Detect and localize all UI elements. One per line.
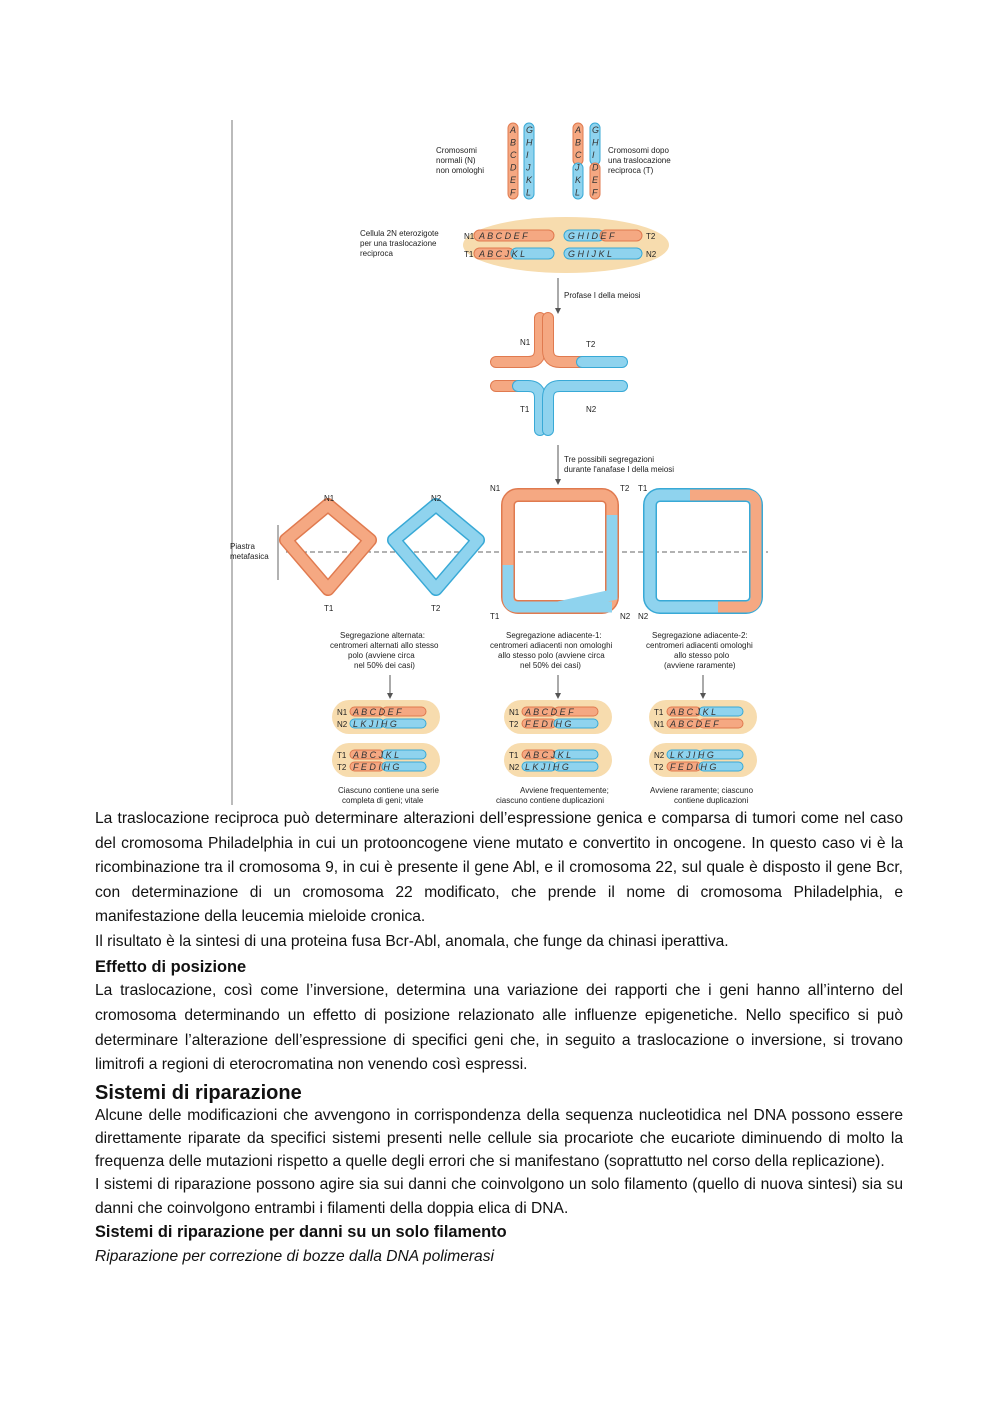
transloc-left-gene: B <box>575 137 582 148</box>
result-cells <box>332 700 757 777</box>
result-arrows <box>390 675 703 695</box>
plate-label-line1: Piastra <box>230 542 255 551</box>
transloc-right-gene: E <box>592 175 599 185</box>
transloc-right-gene: F <box>592 187 598 198</box>
adjacent1-result-tag: T1 <box>509 751 519 760</box>
cell-row2-left-tag: T1 <box>464 250 474 259</box>
adj1-seg-line4: nel 50% dei casi) <box>520 661 581 670</box>
alt-seg-line4: nel 50% dei casi) <box>354 661 415 670</box>
adj2-seg-line4: (avviene raramente) <box>664 661 736 670</box>
adjacent2-result-genes: A B C D E F <box>670 719 719 729</box>
cross-tag-t2: T2 <box>586 340 596 349</box>
translocation-figure <box>228 115 773 810</box>
cross-tag-t1: T1 <box>520 405 530 414</box>
adj1-tag-n1: N1 <box>490 484 501 493</box>
adjacent1-result-genes: F E D I H G <box>525 719 572 729</box>
cell-label-line2: per una traslocazione <box>360 239 437 248</box>
normal-label-line2: normali (N) <box>436 156 476 165</box>
transloc-left-gene: K <box>575 175 582 185</box>
transloc-right-gene: D <box>592 162 599 173</box>
alt-tag-n1: N1 <box>324 494 335 503</box>
adj2-tag-n2: N2 <box>638 612 649 621</box>
adjacent2-result-genes: A B C J K L <box>670 707 717 717</box>
adjacent1-result-genes: A B C J K L <box>525 750 572 760</box>
normal-orange-gene: F <box>510 187 516 198</box>
adjacent1-result-genes: L K J I H G <box>525 762 569 772</box>
pachytene-cross <box>496 318 622 430</box>
subheading-proofreading: Riparazione per correzione di bozze dalla DNA polimerasi <box>95 1247 494 1265</box>
adjacent2-result-genes: F E D I H G <box>670 762 717 772</box>
cell-row2-right-genes: G H I J K L <box>568 249 613 259</box>
adj1-tag-t1: T1 <box>490 612 500 621</box>
normal-blue-gene: H <box>526 137 533 148</box>
adj2-seg-line3: allo stesso polo <box>674 651 730 660</box>
alt-tag-t2: T2 <box>431 604 441 613</box>
adj1-tag-t2: T2 <box>620 484 630 493</box>
normal-orange-gene: E <box>510 175 517 185</box>
plate-label-line2: metafasica <box>230 552 269 561</box>
body-text <box>95 807 903 1269</box>
normal-label-line1: Cromosomi <box>436 146 477 155</box>
adj1-seg-line2: centromeri adiacenti non omologhi <box>490 641 613 650</box>
adjacent2-result-genes: L K J I H G <box>670 750 714 760</box>
transloc-label-line1: Cromosomi dopo <box>608 146 669 155</box>
translocation-diagram <box>228 115 773 810</box>
alt-seg-line2: centromeri alternati allo stesso <box>330 641 439 650</box>
cell-row1-left-genes: A B C D E F <box>479 231 528 241</box>
three-seg-label-line1: Tre possibili segregazioni <box>564 455 654 464</box>
heading-position-effect: Effetto di posizione <box>95 957 247 976</box>
alternate-result-genes: F E D I H G <box>353 762 400 772</box>
alternate-result-genes: A B C D E F <box>353 707 402 717</box>
normal-orange-gene: B <box>510 137 517 148</box>
paragraph-repair-scope: I sistemi di riparazione possono agire sia sui danni che coinvolgono un solo filamento (quello di nuova sintesi) sia su danni che coinvolgono entrambi i filamenti della doppia elica di DNA. <box>95 1176 903 1217</box>
transloc-left-gene: A <box>575 125 582 135</box>
adj2-caption-line1: Avviene raramente; ciascuno <box>650 786 754 795</box>
cell-row1-right-genes: G H I D E F <box>568 231 615 241</box>
cell-row1-right-tag: T2 <box>646 232 656 241</box>
cell-row1-left-tag: N1 <box>464 232 475 241</box>
adjacent2-result-tag: N2 <box>654 751 665 760</box>
paragraph-repair-intro: Alcune delle modificazioni che avvengono in corrispondenza della sequenza nucleotidica nel DNA possono essere direttamente riparate da specifici sistemi presenti nelle cellule sia procariote che eucariote diminuendo di molto la frequenza delle mutazioni rispetto a quelle degli errori che si manifestano (soprattutto nel corso della replicazione). <box>95 1106 903 1171</box>
paragraph-philadelphia: La traslocazione reciproca può determinare alterazioni dell’espressione genica e comparsa di tumori come nel caso del cromosoma Philadelphia in cui un protooncogene viene mutato e convertito in oncogene. In questo caso vi è la ricombinazione tra il cromosoma 9, in cui è presente il gene Abl, e il cromosoma 22, sul quale è disposto il gene Bcr, con determinazione di un cromosoma 22 modificato, che prende il nome di cromosoma Philadelphia, e manifestazione della leucemia mieloide cronica. <box>95 810 903 926</box>
adj1-caption-line2: ciascuno contiene duplicazioni <box>496 796 605 805</box>
alternate-result-tag: N2 <box>337 720 348 729</box>
adjacent1-result-genes: A B C D E F <box>525 707 574 717</box>
cell-label-line1: Cellula 2N eterozigote <box>360 229 439 238</box>
adj2-tag-t1: T1 <box>638 484 648 493</box>
cross-tag-n1: N1 <box>520 338 531 347</box>
alternate-result-tag: T1 <box>337 751 347 760</box>
transloc-left-gene: L <box>575 187 581 198</box>
cross-tag-n2: N2 <box>586 405 597 414</box>
adjacent2-result-tag: N1 <box>654 720 665 729</box>
prophase-label: Profase I della meiosi <box>564 291 641 300</box>
normal-blue-gene: K <box>526 175 533 185</box>
alt-seg-line3: polo (avviene circa <box>348 651 415 660</box>
normal-label-line3: non omologhi <box>436 166 485 175</box>
alternate-result-genes: L K J I H G <box>353 719 397 729</box>
adj1-seg-line3: allo stesso polo (avviene circa <box>498 651 605 660</box>
three-seg-label-line2: durante l'anafase I della meiosi <box>564 465 675 474</box>
paragraph-position-effect: La traslocazione, così come l’inversione, determina una variazione dei rapporti che i geni hanno all’interno del cromosoma determinando un effetto di posizione relazionato alle influenze epigenetiche. Nello specifico si può determinare l’alterazione dell’espressione di specifici geni che, in seguito a traslocazione o inversione, si trovano limitrofi a regioni di eterocromatina non venendo così espressi. <box>95 982 903 1074</box>
adj2-caption-line2: contiene duplicazioni <box>674 796 749 805</box>
transloc-label-line2: una traslocazione <box>608 156 671 165</box>
normal-blue-gene: I <box>526 150 529 160</box>
cell-row2-left-genes: A B C J K L <box>479 249 526 259</box>
normal-orange-gene: A <box>510 125 517 135</box>
transloc-right-gene: G <box>592 125 600 135</box>
adjacent1-result-tag: T2 <box>509 720 519 729</box>
adjacent2-result-tag: T1 <box>654 708 664 717</box>
alt-tag-t1: T1 <box>324 604 334 613</box>
heading-single-strand: Sistemi di riparazione per danni su un solo filamento <box>95 1222 507 1241</box>
alt-seg-line1: Segregazione alternata: <box>340 631 425 640</box>
alt-caption-line1: Ciascuno contiene una serie <box>338 786 439 795</box>
normal-blue-gene: L <box>526 187 532 198</box>
alternate-result-tag: T2 <box>337 763 347 772</box>
adj2-seg-line2: centromeri adiacenti omologhi <box>646 641 753 650</box>
adjacent2-result-tag: T2 <box>654 763 664 772</box>
adjacent1-result-tag: N2 <box>509 763 520 772</box>
adj2-seg-line1: Segregazione adiacente-2: <box>652 631 748 640</box>
adjacent1-result-tag: N1 <box>509 708 520 717</box>
transloc-label-line3: reciproca (T) <box>608 166 654 175</box>
alternate-result-tag: N1 <box>337 708 348 717</box>
adj1-seg-line1: Segregazione adiacente-1: <box>506 631 602 640</box>
transloc-right-gene: H <box>592 137 599 148</box>
alternate-result-genes: A B C J K L <box>353 750 400 760</box>
normal-blue-gene: G <box>526 125 534 135</box>
transloc-left-gene: J <box>575 162 580 173</box>
transloc-left-gene: C <box>575 150 582 160</box>
cell-row2-right-tag: N2 <box>646 250 657 259</box>
alt-tag-n2: N2 <box>431 494 442 503</box>
adj1-caption-line1: Avviene frequentemente; <box>520 786 609 795</box>
alt-caption-line2: completa di geni; vitale <box>342 796 424 805</box>
transloc-right-gene: I <box>592 150 595 160</box>
cell-label-line3: reciproca <box>360 249 393 258</box>
adj1-tag-n2: N2 <box>620 612 631 621</box>
normal-orange-gene: C <box>510 150 517 160</box>
paragraph-bcr-abl: Il risultato è la sintesi di una proteina fusa Bcr-Abl, anomala, che funge da chinasi iperattiva. <box>95 932 729 950</box>
heading-repair-systems: Sistemi di riparazione <box>95 1081 302 1104</box>
alternate-segregation-rings <box>286 494 478 613</box>
normal-blue-gene: J <box>526 162 531 173</box>
normal-orange-gene: D <box>510 162 517 173</box>
heterozygous-cell <box>463 217 669 273</box>
